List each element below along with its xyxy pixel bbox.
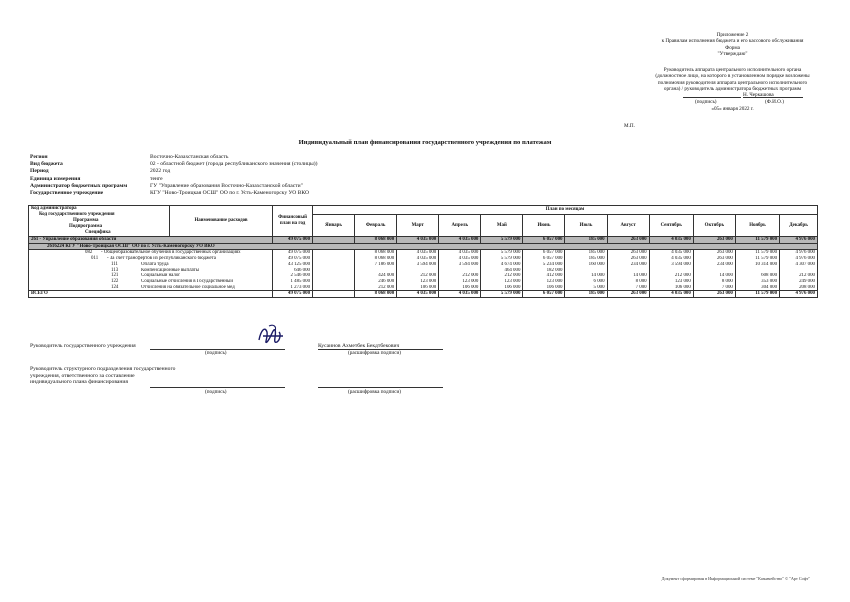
row-code: 121 <box>111 273 119 279</box>
month-header: Апрель <box>439 215 481 237</box>
info-value: Восточно-Казахстанская область <box>150 154 229 160</box>
month-value-cell: 6 057 000 <box>523 291 565 298</box>
row-name: - Общеобразовательное обучения в государственных организациях <box>101 250 241 256</box>
month-value-cell: 424 000 <box>355 273 397 279</box>
month-value-cell: 5 000 <box>565 285 607 291</box>
plan-cell: 1 273 000 <box>273 285 313 291</box>
month-value-cell: 3 594 000 <box>397 262 439 268</box>
row-name: Оплата труда <box>141 261 169 267</box>
head-signature-label: Руководитель государственного учреждения <box>30 343 136 349</box>
row-code: 124 <box>111 284 119 290</box>
month-value-cell: 263 000 <box>607 237 649 244</box>
month-value-cell: 4 035 000 <box>649 256 693 262</box>
head-sign-caption: (подпись) <box>205 350 227 356</box>
month-value-cell: 4 035 000 <box>649 237 693 244</box>
row-code: 082 <box>85 250 93 256</box>
plan-header: Финансовый план на год <box>273 206 313 237</box>
month-value-cell: 4 307 000 <box>780 262 818 268</box>
info-label: Вид бюджета <box>30 161 63 168</box>
month-value-cell: 608 000 <box>735 273 779 279</box>
financing-plan-table <box>28 205 818 298</box>
month-value-cell: 212 000 <box>397 273 439 279</box>
approval-head-name: Н. Черкашова <box>743 92 774 99</box>
struct-label <box>30 366 175 386</box>
month-value-cell <box>313 237 355 244</box>
month-value-cell: 185 000 <box>565 250 607 256</box>
handwritten-signature <box>255 322 289 350</box>
month-header: Июль <box>565 215 607 237</box>
month-value-cell: 4 976 000 <box>780 250 818 256</box>
approval-block <box>625 32 840 113</box>
approval-head-line: полномочия руководителя аппарата центрального исполнительного <box>657 79 808 86</box>
month-value-cell: 304 000 <box>735 285 779 291</box>
codes-header-line: Код администратора <box>31 206 77 211</box>
month-value-cell: 4 035 000 <box>439 256 481 262</box>
month-value-cell: 249 000 <box>780 279 818 285</box>
info-label: Государственное учреждение <box>30 189 104 196</box>
header-info <box>30 154 450 197</box>
info-value: тенге <box>150 175 163 182</box>
approval-line: к Правилам исполнения бюджета и его кассового обслуживания <box>661 38 804 45</box>
month-value-cell: 123 000 <box>523 279 565 285</box>
month-value-cell <box>313 291 355 298</box>
month-value-cell: 11 579 000 <box>735 291 779 298</box>
month-value-cell: 3 594 000 <box>439 262 481 268</box>
month-value-cell: 14 000 <box>565 273 607 279</box>
month-value-cell: 5 579 000 <box>481 256 523 262</box>
footer-note: Документ сформирован в Информационной системе "Казначейство" © "Арт Софт" <box>661 576 810 581</box>
month-value-cell: 4 035 000 <box>649 250 693 256</box>
admin-label-cell: 261 - Управление образования области <box>29 237 273 244</box>
struct-label-line: Руководитель структурного подразделения государственного <box>30 366 176 372</box>
month-value-cell: 4 674 000 <box>481 262 523 268</box>
month-header: Март <box>397 215 439 237</box>
head-decode-caption: (расшифровка подписи) <box>348 350 401 356</box>
month-value-cell: 106 000 <box>481 285 523 291</box>
row-code: 122 <box>111 278 119 284</box>
approval-head-line: (должностное лицо, на которого в установленном порядке возложены <box>655 73 810 80</box>
month-header: Май <box>481 215 523 237</box>
month-value-cell: 234 000 <box>693 262 735 268</box>
month-value-cell: 5 579 000 <box>481 291 523 298</box>
month-value-cell: 464 000 <box>481 268 523 274</box>
info-label: Период <box>30 168 49 175</box>
month-value-cell: 212 000 <box>481 273 523 279</box>
month-value-cell: 212 000 <box>439 273 481 279</box>
row-name: Отчисления на обязательное социальное мед <box>141 284 235 290</box>
month-value-cell: 4 035 000 <box>397 256 439 262</box>
info-row <box>30 190 450 197</box>
struct-sign-caption: (подпись) <box>205 389 227 395</box>
months-group-header: План по месяцам <box>313 206 818 215</box>
struct-label-line: индивидуального плана финансирования <box>30 379 128 386</box>
info-value: КГУ "Ново-Троицкая ОСШ" ОО по г. Усть-Каменогорску УО ВКО <box>150 189 309 196</box>
table-row <box>29 243 818 250</box>
month-value-cell: 4 035 000 <box>649 291 693 298</box>
info-row <box>30 183 450 190</box>
month-value-cell: 263 000 <box>607 250 649 256</box>
plan-cell: 1 485 000 <box>273 279 313 285</box>
info-value: 02 - областной бюджет (города республиканского значения (столицы)) <box>150 161 318 168</box>
month-value-cell: 185 000 <box>565 291 607 298</box>
table-row <box>29 237 818 244</box>
month-value-cell: 4 976 000 <box>780 237 818 244</box>
month-value-cell: 123 000 <box>397 279 439 285</box>
month-header: Сентябрь <box>649 215 693 237</box>
struct-label-line: учреждения, ответственного за составление <box>30 372 135 379</box>
month-header: Июнь <box>523 215 565 237</box>
month-value-cell: 11 579 000 <box>735 237 779 244</box>
month-value-cell: 123 000 <box>649 279 693 285</box>
codes-header <box>29 206 170 237</box>
approval-line: "Утверждаю" <box>717 50 748 57</box>
month-value-cell: 412 000 <box>523 273 565 279</box>
head-name: Кусаинов Ахметбек Бекдтбекович <box>318 343 400 349</box>
row-code-name-cell <box>169 285 272 291</box>
row-name: - За счет трансфертов из республиканского бюджета <box>107 256 216 262</box>
month-value-cell: 106 000 <box>649 285 693 291</box>
month-value-cell: 7 000 <box>607 285 649 291</box>
row-code: 113 <box>111 267 119 273</box>
stamp-place: М.П. <box>624 123 635 129</box>
info-value: 2022 год <box>150 168 171 175</box>
month-value-cell: 14 000 <box>693 273 735 279</box>
month-value-cell: 263 000 <box>607 256 649 262</box>
codes-header-line: Код государственного учреждения <box>39 212 115 217</box>
approval-line: Форма <box>725 44 740 51</box>
approval-fio-caption: (Ф.И.О.) <box>765 99 784 106</box>
info-row <box>30 161 450 168</box>
struct-signature-line <box>150 387 285 388</box>
approval-head-line: органа) / руководитель администратора бюджетных программ <box>663 86 802 93</box>
table-body <box>29 237 818 298</box>
month-value-cell: 106 000 <box>439 285 481 291</box>
month-value-cell: 208 000 <box>780 285 818 291</box>
month-value-cell: 212 000 <box>780 273 818 279</box>
month-value-cell: 185 000 <box>565 256 607 262</box>
month-value-cell: 5 234 000 <box>523 262 565 268</box>
month-value-cell: 182 000 <box>523 268 565 274</box>
month-value-cell: 5 579 000 <box>481 237 523 244</box>
info-value: ГУ "Управление образования Восточно-Казахстанской области" <box>150 182 303 189</box>
info-row <box>30 176 450 183</box>
spacer-cell <box>29 284 235 291</box>
month-value-cell: 263 000 <box>693 291 735 298</box>
month-value-cell: 4 035 000 <box>439 237 481 244</box>
month-header: Ноябрь <box>735 215 779 237</box>
month-value-cell: 6 000 <box>565 279 607 285</box>
month-header: Октябрь <box>693 215 735 237</box>
month-value-cell: 8 068 000 <box>355 250 397 256</box>
month-value-cell: 353 000 <box>735 279 779 285</box>
codes-header-line: Специфика <box>85 230 111 235</box>
document-title: Индивидуальный план финансирования государственного учреждения по платежам <box>298 139 552 146</box>
info-row <box>30 168 450 175</box>
month-value-cell: 4 035 000 <box>397 250 439 256</box>
month-value-cell: 4 035 000 <box>397 237 439 244</box>
month-value-cell: 6 057 000 <box>523 256 565 262</box>
month-value-cell: 246 000 <box>355 279 397 285</box>
month-value-cell: 6 057 000 <box>523 237 565 244</box>
plan-cell: 49 075 000 <box>273 256 313 262</box>
month-value-cell: 11 579 000 <box>735 250 779 256</box>
table-row <box>29 291 818 298</box>
codes-header-line: Программа <box>73 218 99 223</box>
month-value-cell: 8 000 <box>693 279 735 285</box>
month-value-cell: 7 000 <box>693 285 735 291</box>
plan-cell: 49 075 000 <box>273 250 313 256</box>
month-value-cell: 4 976 000 <box>780 291 818 298</box>
month-value-cell: 4 035 000 <box>439 291 481 298</box>
month-value-cell: 6 057 000 <box>523 250 565 256</box>
plan-cell: 646 000 <box>273 268 313 274</box>
info-label: Регион <box>30 154 48 160</box>
month-value-cell: 7 186 000 <box>355 262 397 268</box>
month-value-cell: 185 000 <box>565 237 607 244</box>
plan-cell: 2 546 000 <box>273 273 313 279</box>
month-value-cell: 160 000 <box>565 262 607 268</box>
codes-header-line: Подпрограмма <box>69 224 103 229</box>
month-value-cell: 263 000 <box>607 291 649 298</box>
approval-line: Приложение 2 <box>716 32 749 38</box>
month-value-cell: 4 976 000 <box>780 256 818 262</box>
month-value-cell: 263 000 <box>693 237 735 244</box>
plan-cell: 43 125 000 <box>273 262 313 268</box>
month-header: Август <box>607 215 649 237</box>
month-value-cell: 263 000 <box>693 256 735 262</box>
month-value-cell: 8 068 000 <box>355 291 397 298</box>
plan-cell: 49 075 000 <box>273 237 313 244</box>
month-value-cell: 4 035 000 <box>439 250 481 256</box>
month-value-cell: 3 594 000 <box>649 262 693 268</box>
approval-head-line: Руководитель аппарата центрального исполнительного органа <box>663 67 802 74</box>
month-value-cell: 106 000 <box>523 285 565 291</box>
row-name: Социальные отчисления в Государственный <box>141 278 233 284</box>
month-header: Декабрь <box>780 215 818 237</box>
table-header-row <box>29 206 818 215</box>
month-value-cell: 234 000 <box>607 262 649 268</box>
month-header: Январь <box>313 215 355 237</box>
approval-sign-caption: (подпись) <box>695 99 717 106</box>
struct-name-line <box>318 387 443 388</box>
total-label-cell: ВСЕГО <box>29 291 273 298</box>
row-code: 011 <box>91 256 99 262</box>
month-value-cell: 123 000 <box>481 279 523 285</box>
name-header: Наименование расходов <box>169 206 272 237</box>
month-value-cell: 10 314 000 <box>735 262 779 268</box>
month-value-cell: 8 068 000 <box>355 237 397 244</box>
month-value-cell: 212 000 <box>649 273 693 279</box>
plan-cell: 49 075 000 <box>273 291 313 298</box>
month-value-cell: 8 068 000 <box>355 256 397 262</box>
month-value-cell: 263 000 <box>693 250 735 256</box>
month-value-cell: 212 000 <box>355 285 397 291</box>
month-value-cell: 11 579 000 <box>735 256 779 262</box>
month-value-cell: 4 035 000 <box>397 291 439 298</box>
row-name: Компенсационные выплаты <box>141 267 199 273</box>
struct-decode-caption: (расшифровка подписи) <box>348 389 401 395</box>
row-name: Социальный налог <box>141 273 181 279</box>
month-value-cell: 5 579 000 <box>481 250 523 256</box>
month-value-cell: 8 000 <box>607 279 649 285</box>
approval-date: «05» января 2022 г. <box>711 106 754 113</box>
info-label: Администратор бюджетных программ <box>30 182 128 189</box>
month-value-cell: 106 000 <box>397 285 439 291</box>
month-value-cell: 123 000 <box>439 279 481 285</box>
month-header: Февраль <box>355 215 397 237</box>
month-value-cell: 14 000 <box>607 273 649 279</box>
row-code: 111 <box>111 261 118 267</box>
info-label: Единица измерения <box>30 175 81 182</box>
institution-label-cell: 2616224 КГУ "Ново-Троицкая ОСШ" ОО по г. Усть-Каменогорску УО ВКО <box>29 243 818 250</box>
